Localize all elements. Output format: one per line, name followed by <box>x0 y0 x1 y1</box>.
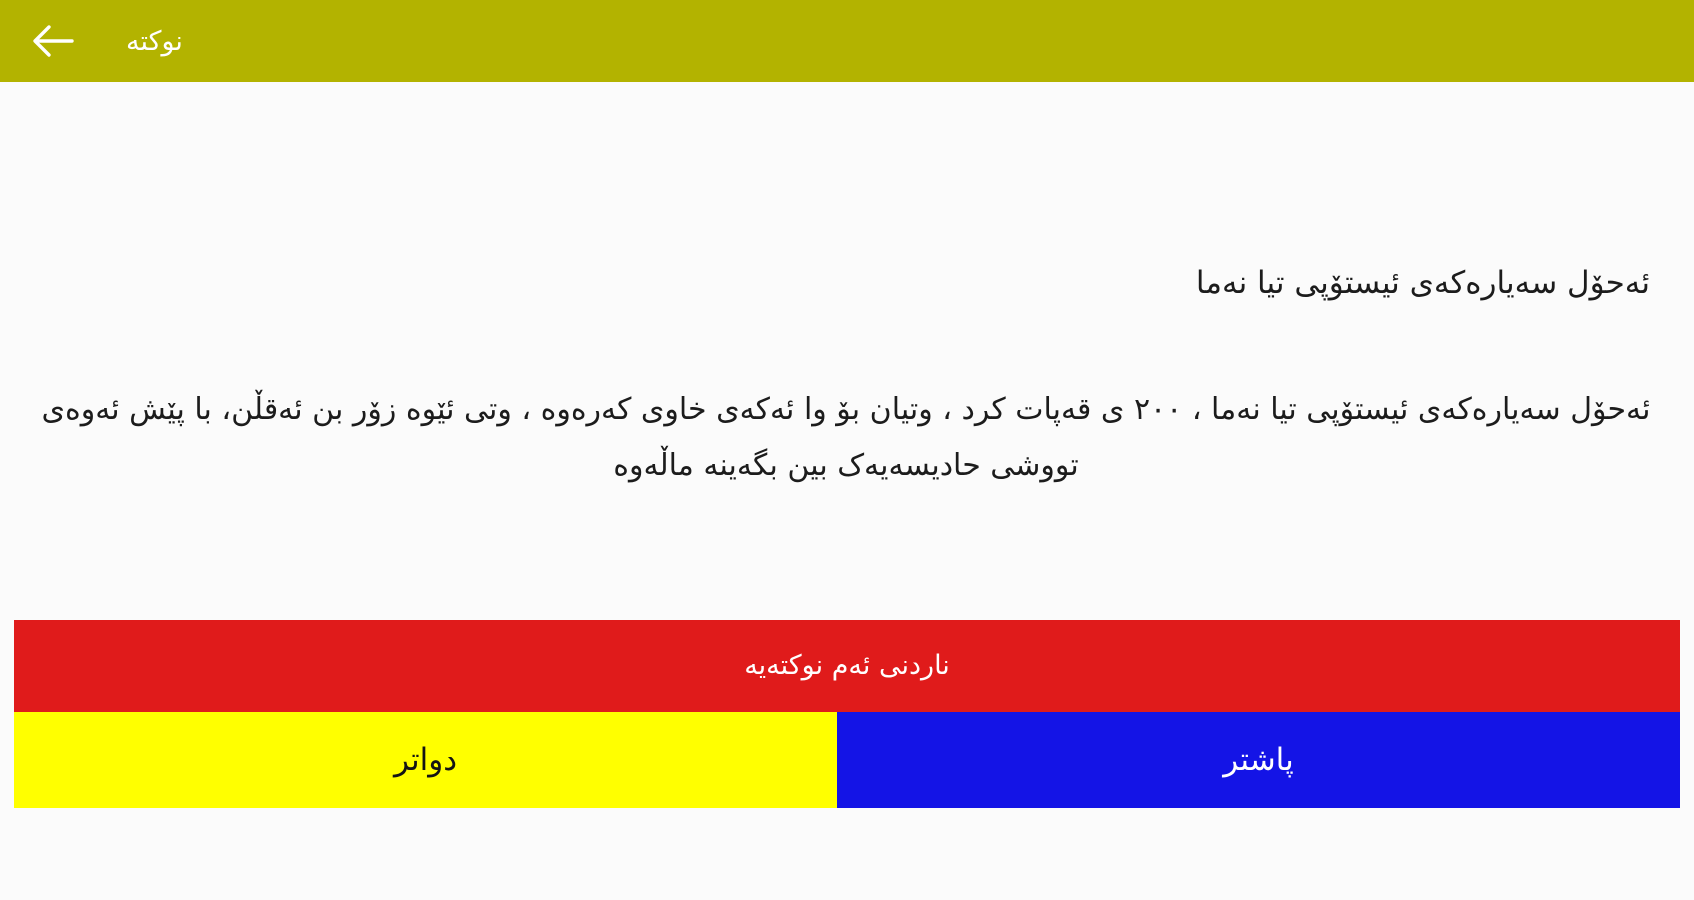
joke-body: ئەحۆل سەیارەکەی ئیستۆپی تیا نەما ، ٢٠٠ ی قەپات کرد ، وتیان بۆ وا ئەکەی خاوی کەرەوە ، وتی ئێوە زۆر بن ئەقڵن، با پێش ئەوەی تووشی حادیسەیەک بین بگەینە ماڵەوە <box>41 392 1651 483</box>
app-bar-inner <box>0 0 1694 82</box>
send-joke-button[interactable]: ناردنی ئەم نوکتەیە <box>14 620 1680 712</box>
bottom-gutter <box>0 808 1694 900</box>
back-button[interactable] <box>22 10 84 72</box>
previous-button[interactable]: پاشتر <box>837 712 1680 808</box>
navigation-row <box>14 712 1680 808</box>
content-area <box>0 82 1694 900</box>
action-buttons <box>14 620 1680 808</box>
next-button[interactable]: دواتر <box>14 712 837 808</box>
page-title: نوکته <box>126 25 183 57</box>
arrow-left-icon <box>31 23 75 59</box>
app-bar <box>0 0 1694 82</box>
joke-headline: ئەحۆل سەیارەکەی ئیستۆپی تیا نەما <box>1195 265 1650 301</box>
